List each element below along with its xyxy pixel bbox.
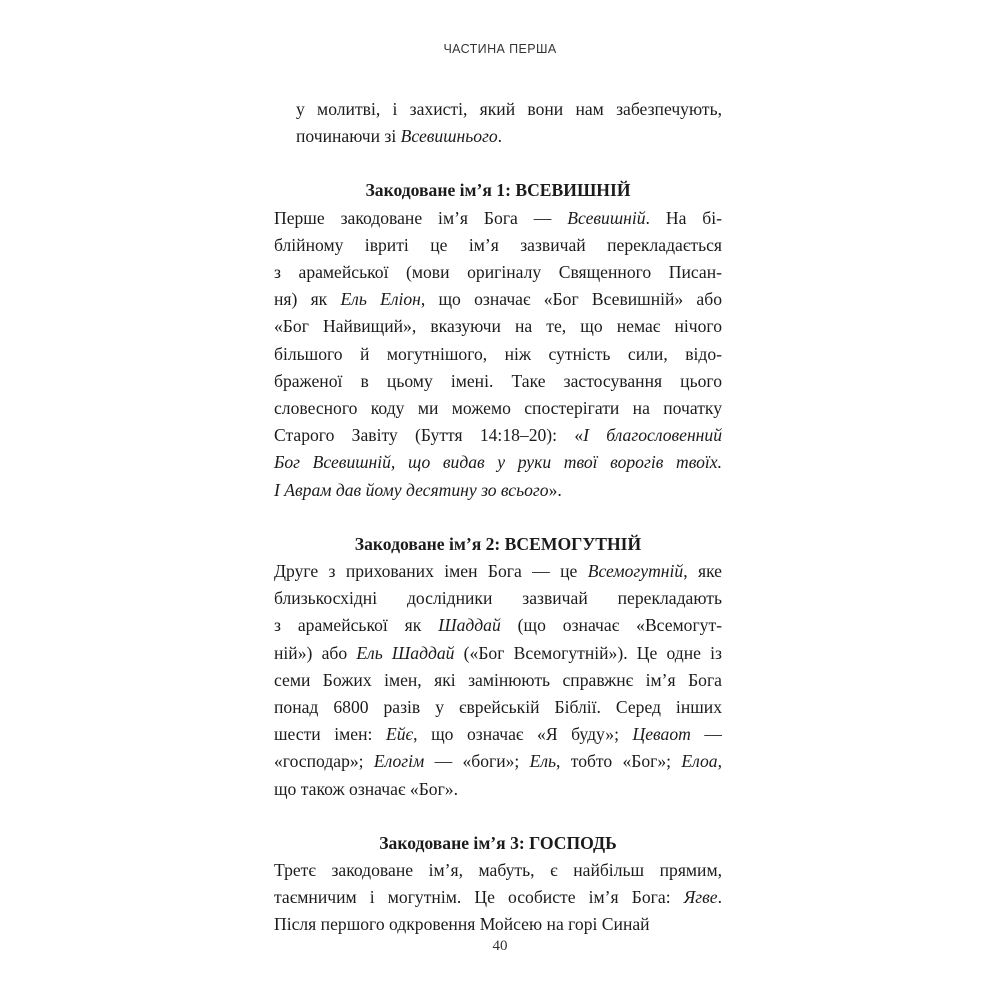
text-run: , яке <box>683 561 722 582</box>
text-run: «Бог Найвищий», вказуючи на те, що немає нічого <box>274 316 722 337</box>
text-run: понад 6800 разів у єврейській Біблії. Серед інших <box>274 697 722 718</box>
text-run: починаючи зі <box>296 126 401 147</box>
section-paragraph <box>274 205 722 504</box>
text-run: браженої в цьому імені. Таке застосування цього <box>274 370 722 391</box>
section-heading: Закодоване ім’я 3: ГОСПОДЬ <box>379 832 617 853</box>
text-line <box>274 422 722 449</box>
text-run: Третє закодоване ім’я, мабуть, є найбільш прямим, <box>274 860 722 881</box>
text-run: — «боги»; <box>424 751 530 772</box>
section-paragraph <box>274 558 722 803</box>
page-number: 40 <box>492 938 508 954</box>
text-run: «господар»; <box>274 751 374 772</box>
text-run: — <box>690 724 723 745</box>
intro-paragraph <box>274 96 722 150</box>
italic-run: Всемогутній <box>587 561 684 582</box>
section-3 <box>274 830 722 939</box>
section-heading: Закодоване ім’я 1: ВСЕВИШНІЙ <box>365 180 631 201</box>
italic-run: Всевишній <box>567 207 646 228</box>
text-run: ній») або <box>274 642 357 663</box>
italic-run: Бог Всевишній, що видав у руки твої ворогів твоїх. <box>274 452 722 473</box>
text-line <box>274 748 722 775</box>
text-line <box>274 694 722 721</box>
section-1 <box>274 177 722 503</box>
section-gap <box>274 803 722 830</box>
text-run: . <box>497 126 503 147</box>
text-line <box>274 721 722 748</box>
italic-run: Ель <box>529 751 557 772</box>
running-header: ЧАСТИНА ПЕРША <box>443 42 557 56</box>
italic-run: Елоа <box>681 751 718 772</box>
italic-run: Ель Еліон <box>340 289 421 310</box>
italic-run: Елогім <box>373 751 425 772</box>
text-line <box>274 96 722 123</box>
text-run: . <box>717 887 722 908</box>
section-2 <box>274 531 722 803</box>
text-line <box>274 395 722 422</box>
text-line <box>274 884 722 911</box>
text-run: більшого й могутнішого, ніж сутність сили, відо- <box>274 343 722 364</box>
italic-run: І благословенний <box>583 425 722 446</box>
section-heading: Закодоване ім’я 2: ВСЕМОГУТНІЙ <box>354 533 642 554</box>
text-line <box>274 313 722 340</box>
text-line <box>274 612 722 639</box>
text-run: , що означає «Бог Всевишній» або <box>420 289 722 310</box>
text-line <box>274 368 722 395</box>
text-run: близькосхідні дослідники зазвичай перекладають <box>274 588 722 609</box>
text-run: словесного коду ми можемо спостерігати на початку <box>274 398 722 419</box>
text-line <box>274 911 722 938</box>
text-line <box>274 449 722 476</box>
text-run: . На бі- <box>645 207 722 228</box>
text-run: (що означає «Всемогут- <box>500 615 723 636</box>
text-run: семи Божих імен, які замінюють справжнє ім’я Бога <box>274 669 722 690</box>
text-run: з арамейської (мови оригіналу Священного Писан- <box>274 262 722 283</box>
text-run: з арамейської як <box>274 615 439 636</box>
italic-run: І Аврам дав йому десятину зо всього <box>274 479 549 500</box>
text-run: Друге з прихованих імен Бога — це <box>274 561 588 582</box>
italic-run: Ейє <box>385 724 414 745</box>
italic-run: Ель Шаддай <box>356 642 455 663</box>
section-gap <box>274 150 722 177</box>
text-run: ». <box>548 479 562 500</box>
text-line <box>274 857 722 884</box>
text-run: таємничим і могутнім. Це особисте ім’я Бога: <box>274 887 684 908</box>
italic-run: Всевишнього <box>400 126 498 147</box>
section-gap <box>274 504 722 531</box>
text-run: , що означає «Я буду»; <box>413 724 633 745</box>
text-run: у молитві, і захисті, який вони нам забезпечують, <box>296 99 722 119</box>
text-run: Після першого одкровення Мойсею на горі Синай <box>274 914 650 935</box>
text-run: («Бог Всемогутній»). Це одне із <box>454 642 722 663</box>
text-line <box>274 341 722 368</box>
text-line <box>274 286 722 313</box>
text-line <box>274 477 722 504</box>
text-run: що також означає «Бог». <box>274 778 459 799</box>
italic-run: Шаддай <box>438 615 501 636</box>
text-run: блійному івриті це ім’я зазвичай перекладається <box>274 234 722 255</box>
italic-run: Ягве <box>683 887 718 908</box>
text-line <box>274 232 722 259</box>
text-line <box>274 585 722 612</box>
text-line <box>274 558 722 585</box>
text-line <box>274 123 722 150</box>
italic-run: Цеваот <box>632 724 691 745</box>
text-line <box>274 205 722 232</box>
section-paragraph <box>274 857 722 939</box>
text-run: , <box>717 751 723 772</box>
text-run: ня) як <box>274 289 341 310</box>
text-run: шести імен: <box>274 724 386 745</box>
text-line <box>274 776 722 803</box>
text-line <box>274 640 722 667</box>
text-line <box>274 667 722 694</box>
text-run: Перше закодоване ім’я Бога — <box>274 207 568 228</box>
text-run: Старого Завіту (Буття 14:18–20): « <box>274 425 584 446</box>
text-run: , тобто «Бог»; <box>556 751 682 772</box>
text-line <box>274 259 722 286</box>
page-body <box>274 96 722 939</box>
